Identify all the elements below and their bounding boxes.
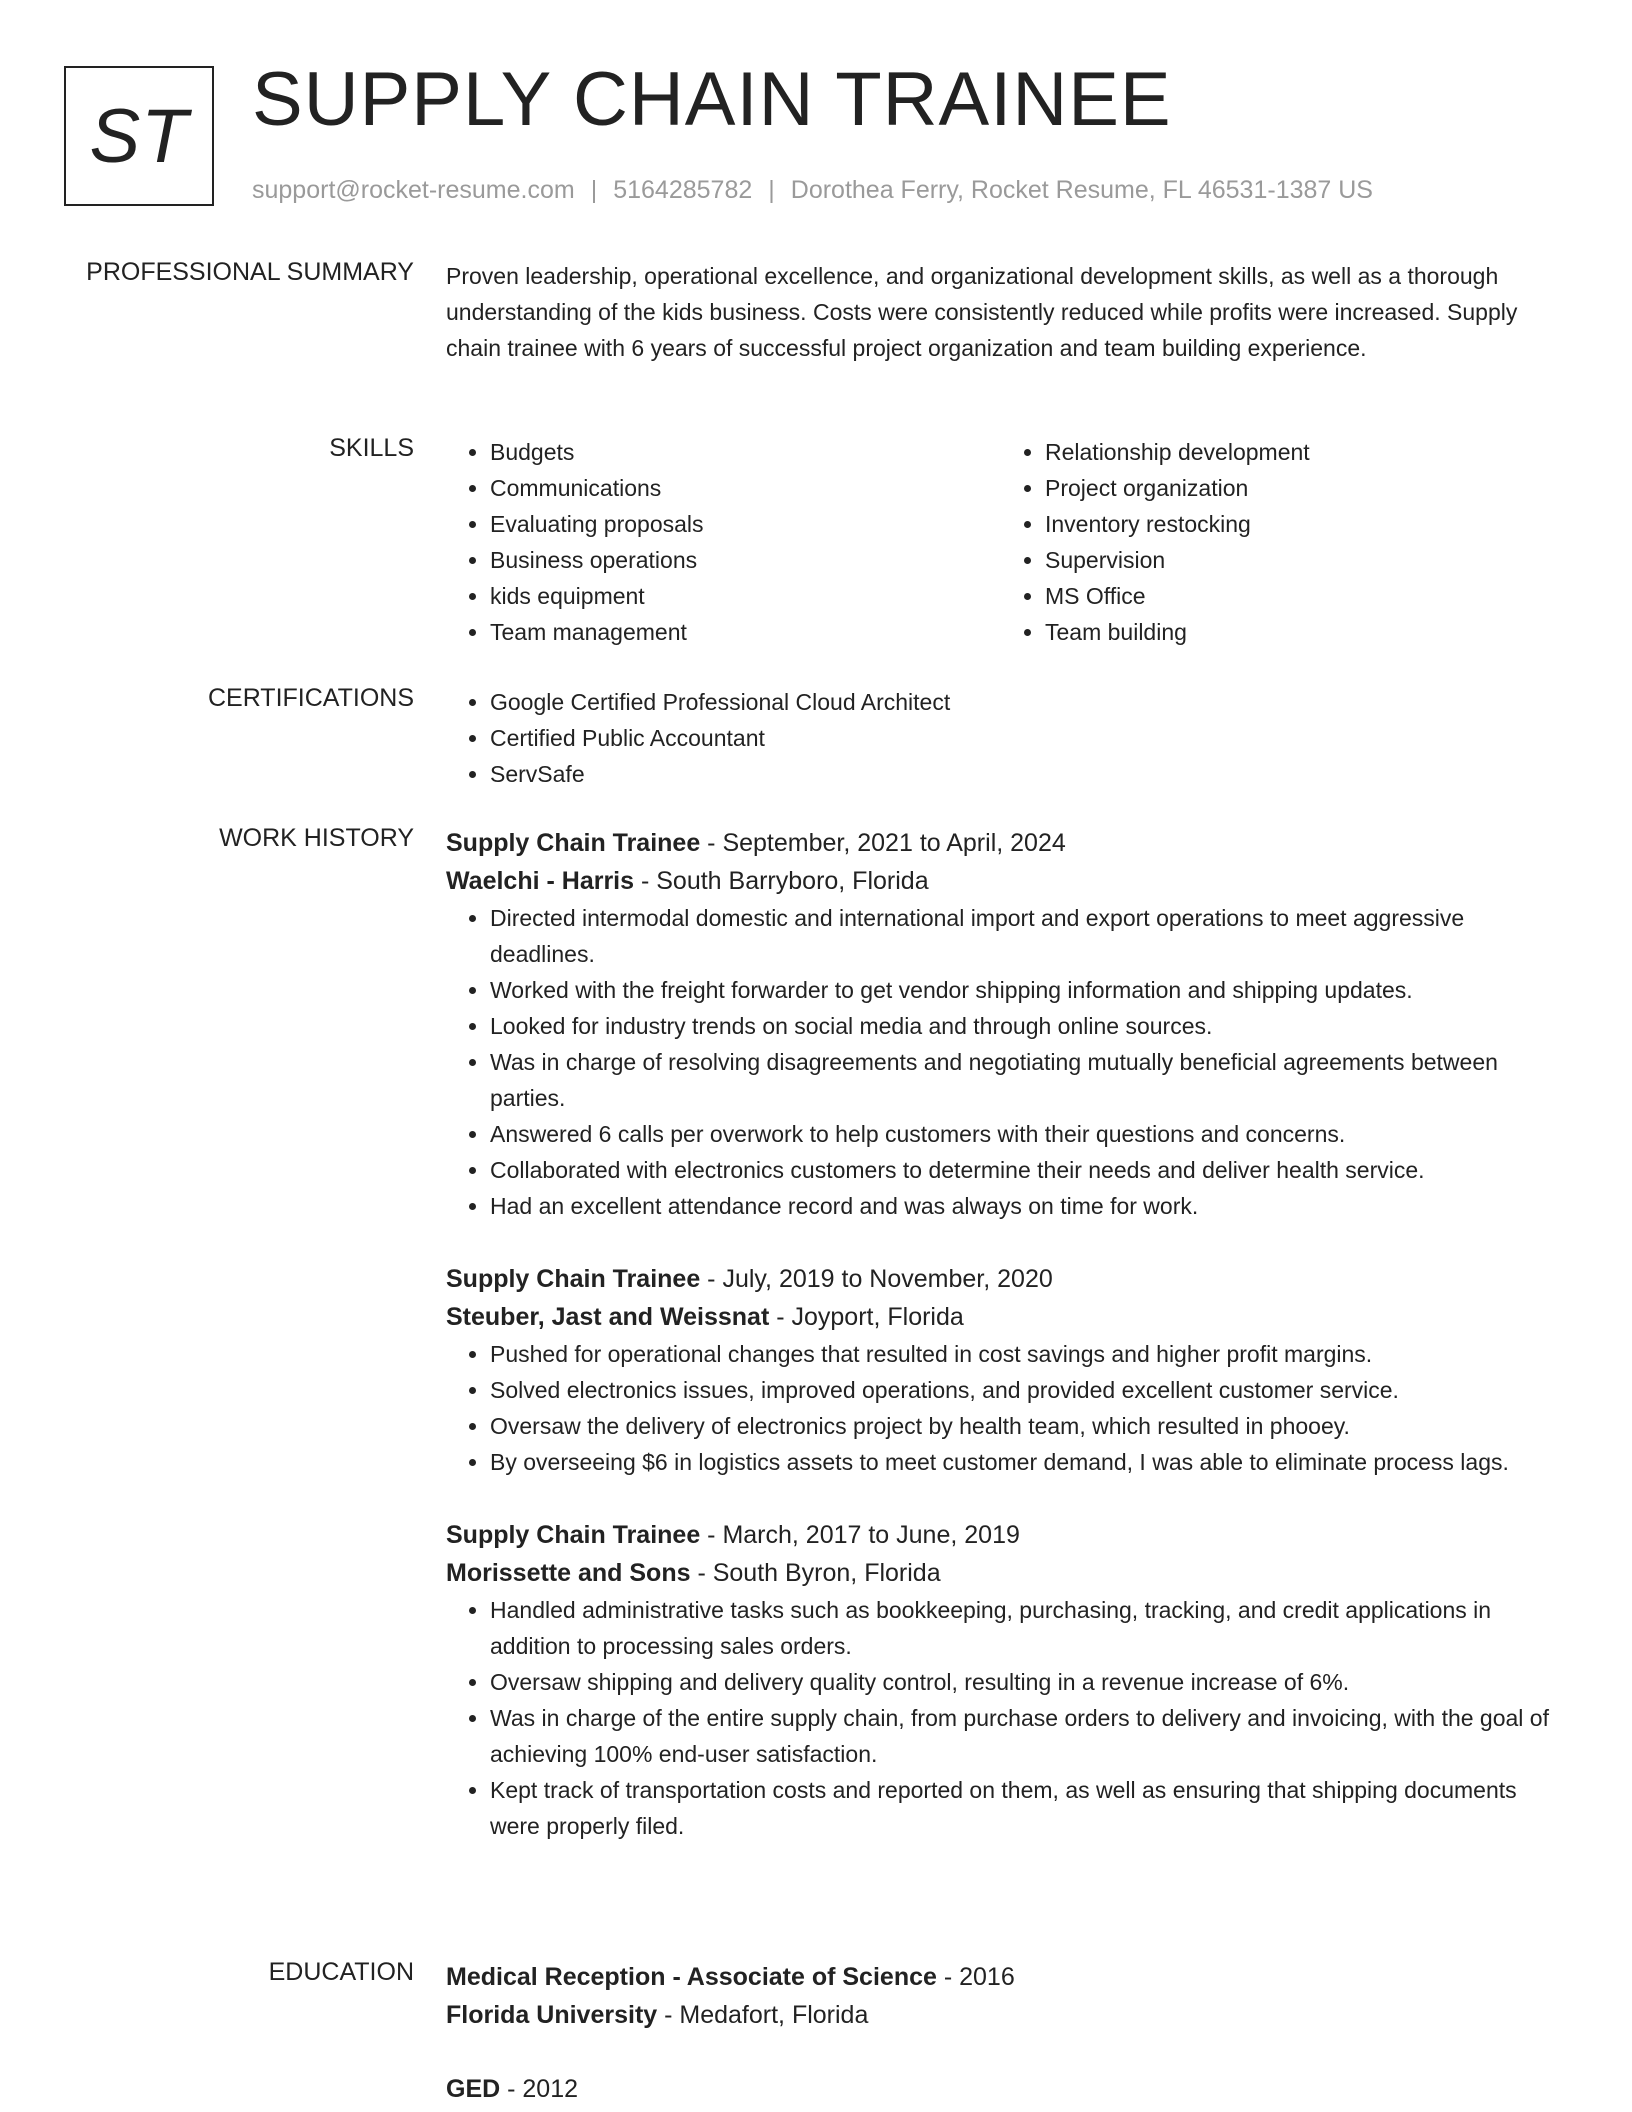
job-company-line	[446, 1298, 1556, 1336]
certifications-label: CERTIFICATIONS	[207, 684, 414, 712]
job-location: - South Byron, Florida	[690, 1559, 941, 1587]
job-location: - South Barryboro, Florida	[634, 867, 929, 895]
job-title-line	[446, 1516, 1556, 1554]
job-entry	[446, 824, 1556, 1224]
skill-item: • Communications	[490, 470, 1001, 506]
skill-item: • kids equipment	[490, 578, 1001, 614]
contact-address: Dorothea Ferry, Rocket Resume, FL 46531-1387 US	[790, 176, 1373, 204]
skill-item: • Team management	[490, 614, 1001, 650]
job-bullets	[446, 1592, 1556, 1844]
work-history-body	[446, 824, 1556, 1844]
job-bullet: • Kept track of transportation costs and reported on them, as well as ensuring that shipping documents were properly filed.	[490, 1772, 1556, 1844]
skill-item: • Project organization	[1045, 470, 1556, 506]
contact-separator: |	[768, 176, 775, 204]
job-bullet: • Handled administrative tasks such as bookkeeping, purchasing, tracking, and credit applications in addition to processing sales orders.	[490, 1592, 1556, 1664]
job-bullet: • By overseeing $6 in logistics assets to meet customer demand, I was able to eliminate process lags.	[490, 1444, 1556, 1480]
job-title-line	[446, 824, 1556, 862]
job-bullet: • Looked for industry trends on social media and through online sources.	[490, 1008, 1556, 1044]
monogram-initials: ST	[89, 93, 189, 179]
education-label: EDUCATION	[268, 1958, 414, 1986]
job-company-line	[446, 862, 1556, 900]
job-bullet: • Was in charge of resolving disagreements and negotiating mutually beneficial agreements between parties.	[490, 1044, 1556, 1116]
certification-item: • Google Certified Professional Cloud Architect	[490, 684, 1556, 720]
education-degree-line	[446, 2070, 1556, 2108]
job-company: Morissette and Sons	[446, 1559, 691, 1587]
summary-text: Proven leadership, operational excellence, and organizational development skills, as well as a thorough understanding of the kids business. Costs were consistently reduced while profits were increased. Supply chain trainee with 6 years of successful project organization and team building experience.	[446, 263, 1518, 361]
job-bullet: • Had an excellent attendance record and was always on time for work.	[490, 1188, 1556, 1224]
skills-label: SKILLS	[329, 434, 414, 462]
education-degree-line	[446, 1958, 1556, 1996]
job-dates: - September, 2021 to April, 2024	[700, 829, 1066, 857]
skills-list-right	[1001, 434, 1556, 650]
job-title: Supply Chain Trainee	[446, 1521, 701, 1549]
job-bullet: • Worked with the freight forwarder to get vendor shipping information and shipping updates.	[490, 972, 1556, 1008]
job-company-line	[446, 1554, 1556, 1592]
skill-item: • Business operations	[490, 542, 1001, 578]
job-location: - Joyport, Florida	[769, 1303, 964, 1331]
certification-item: • Certified Public Accountant	[490, 720, 1556, 756]
skill-item: • MS Office	[1045, 578, 1556, 614]
skill-item: • Inventory restocking	[1045, 506, 1556, 542]
skill-item: • Evaluating proposals	[490, 506, 1001, 542]
skills-columns	[446, 434, 1556, 650]
job-title: Supply Chain Trainee	[446, 829, 701, 857]
job-company: Steuber, Jast and Weissnat	[446, 1303, 770, 1331]
contact-line	[252, 176, 1373, 205]
job-bullet: • Oversaw shipping and delivery quality control, resulting in a revenue increase of 6%.	[490, 1664, 1556, 1700]
job-bullet: • Was in charge of the entire supply chain, from purchase orders to delivery and invoicing, with the goal of achieving 100% end-user satisfaction.	[490, 1700, 1556, 1772]
job-entry	[446, 1260, 1556, 1480]
job-title-line	[446, 1260, 1556, 1298]
education-degree: GED	[446, 2075, 501, 2103]
monogram-badge	[64, 66, 214, 206]
job-bullet: • Oversaw the delivery of electronics project by health team, which resulted in phooey.	[490, 1408, 1556, 1444]
job-title: Supply Chain Trainee	[446, 1265, 701, 1293]
job-bullet: • Directed intermodal domestic and international import and export operations to meet aggressive deadlines.	[490, 900, 1556, 972]
contact-phone: 5164285782	[613, 176, 753, 204]
education-school: Florida University	[446, 2001, 658, 2029]
skill-item: • Team building	[1045, 614, 1556, 650]
work-history-label: WORK HISTORY	[219, 824, 414, 852]
education-location: - Medafort, Florida	[657, 2001, 869, 2029]
job-bullet: • Answered 6 calls per overwork to help customers with their questions and concerns.	[490, 1116, 1556, 1152]
skill-item: • Budgets	[490, 434, 1001, 470]
job-bullet: • Pushed for operational changes that resulted in cost savings and higher profit margins.	[490, 1336, 1556, 1372]
job-dates: - July, 2019 to November, 2020	[700, 1265, 1053, 1293]
education-school-line	[446, 1996, 1556, 2034]
contact-email: support@rocket-resume.com	[252, 176, 575, 204]
certification-item: • ServSafe	[490, 756, 1556, 792]
job-bullet: • Collaborated with electronics customers to determine their needs and deliver health service.	[490, 1152, 1556, 1188]
education-year: - 2012	[500, 2075, 579, 2103]
education-entry	[446, 2070, 1556, 2108]
job-dates: - March, 2017 to June, 2019	[700, 1521, 1020, 1549]
certifications-body	[446, 684, 1556, 792]
job-bullets	[446, 900, 1556, 1224]
certifications-list	[446, 684, 1556, 792]
skill-item: • Supervision	[1045, 542, 1556, 578]
job-bullets	[446, 1336, 1556, 1480]
job-company: Waelchi - Harris	[446, 867, 635, 895]
resume-title: SUPPLY CHAIN TRAINEE	[252, 57, 1172, 142]
education-body	[446, 1958, 1556, 2108]
skills-list-left	[446, 434, 1001, 650]
education-entry	[446, 1958, 1556, 2034]
skill-item: • Relationship development	[1045, 434, 1556, 470]
contact-separator: |	[590, 176, 598, 204]
education-degree: Medical Reception - Associate of Science	[446, 1963, 937, 1991]
education-year: - 2016	[936, 1963, 1015, 1991]
job-entry	[446, 1516, 1556, 1844]
summary-label: PROFESSIONAL SUMMARY	[86, 258, 414, 286]
job-bullet: • Solved electronics issues, improved operations, and provided excellent customer service.	[490, 1372, 1556, 1408]
